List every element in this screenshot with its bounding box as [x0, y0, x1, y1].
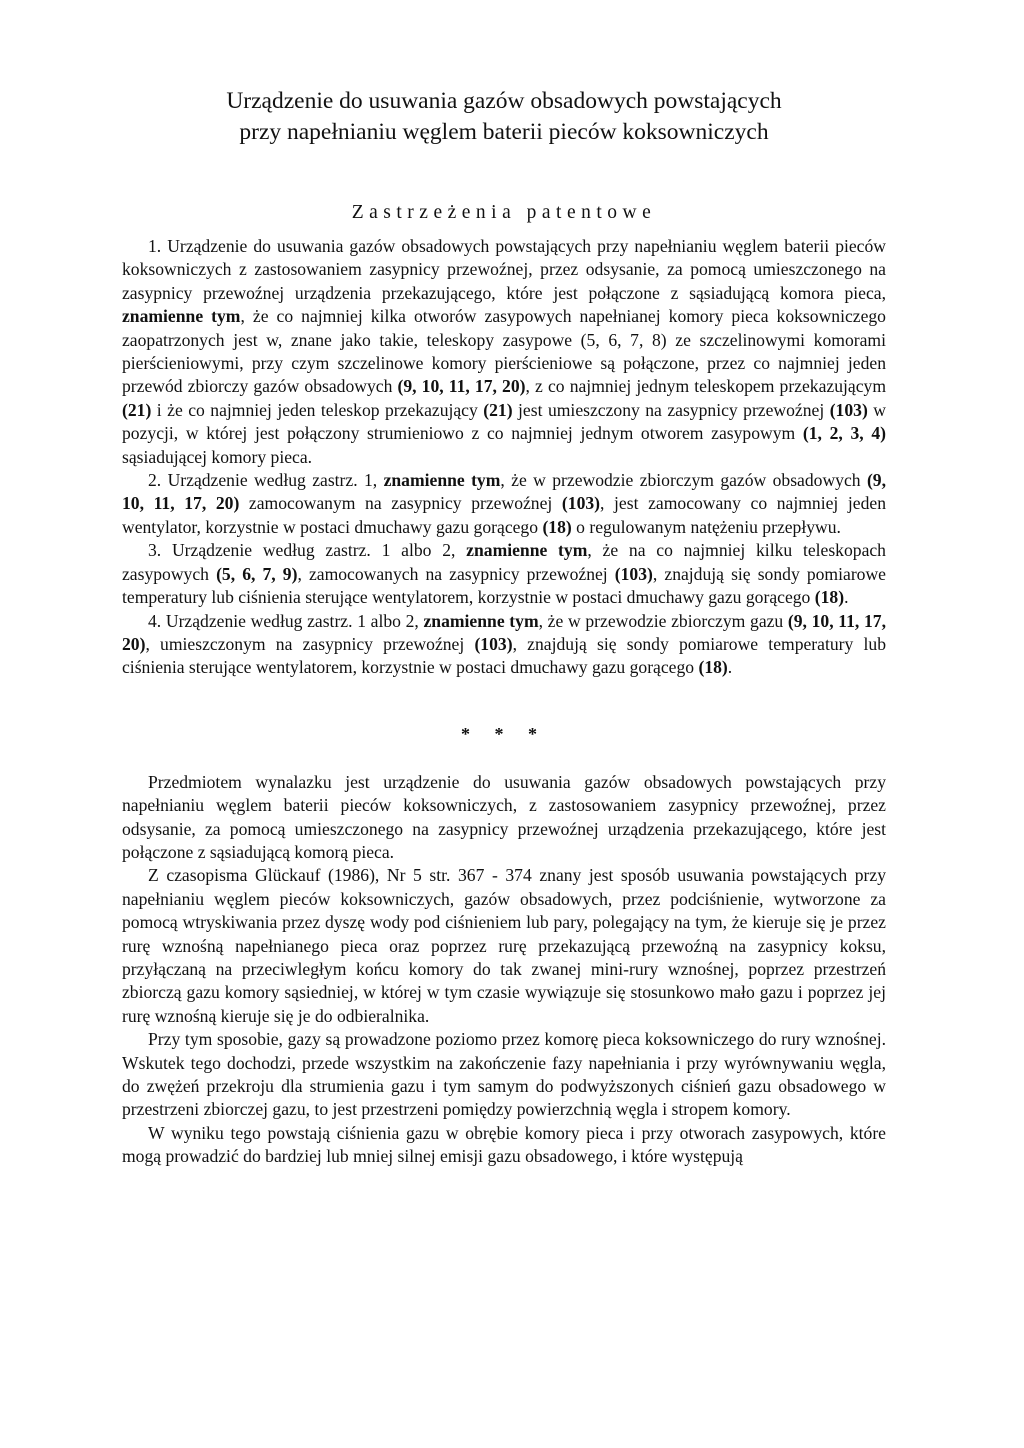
claim-text: . — [844, 587, 849, 608]
claim-emphasis: (103) — [561, 493, 601, 514]
claim-text: jest umieszczony na zasypnicy przewoźnej — [512, 399, 830, 420]
claim-text: 2. Urządzenie według zastrz. 1, — [148, 470, 384, 491]
claim-text: w pozycji, w której jest połączony strumieniowo z co najmniej jednym otworem zasypowym — [122, 399, 886, 444]
claim-emphasis: (5, 6, 7, 9) — [216, 563, 298, 584]
description-paragraph: Przedmiotem wynalazku jest urządzenie do usuwania gazów obsadowych powstających przy napełnianiu węglem baterii pieców koksowniczych, z zastosowaniem zasypnicy przewoźnej, przez odsysanie, za pomocą umieszczonego na zasypnicy przewoźnej urządzenia przekazującego, które jest połączone z sąsiadującą komorą pieca. — [122, 771, 886, 862]
claim-text: 1. Urządzenie do usuwania gazów obsadowych powstających przy napełnianiu węglem baterii pieców koksowniczych z zastosowaniem zasypnicy przewoźnej, przez odsysanie, za pomocą umieszczonego na zasypnicy przewoźnej urządzenia przekazującego, które jest połączone z sąsiadującą komora pieca, — [122, 236, 886, 303]
claim-emphasis: znamienne tym — [466, 540, 588, 561]
claim-text: 4. Urządzenie według zastrz. 1 albo 2, — [148, 610, 424, 631]
document-title — [122, 86, 886, 148]
section-separator: * * * — [461, 723, 547, 744]
claim-emphasis: (9, 10, 11, 17, 20) — [122, 610, 886, 654]
claim-text: i że co najmniej jeden teleskop przekazujący — [151, 399, 484, 420]
claim-emphasis: (103) — [614, 563, 653, 584]
description-paragraph: W wyniku tego powstają ciśnienia gazu w obrębie komory pieca i przy otworach zasypowych, które mogą prowadzić do bardziej lub mniej silnej emisji gazu obsadowego, i które występują — [122, 1122, 886, 1167]
claim-emphasis: (18) — [698, 657, 728, 678]
claims-section — [122, 235, 886, 680]
claim-emphasis: (103) — [474, 633, 513, 654]
claim-emphasis: znamienne tym — [383, 470, 501, 491]
claim-emphasis: znamienne tym — [423, 610, 539, 631]
claim-2 — [122, 469, 886, 539]
title-line-1: Urządzenie do usuwania gazów obsadowych powstających — [226, 88, 782, 114]
claim-text: , z co najmniej jednym teleskopem przekazującym — [525, 376, 886, 397]
claim-emphasis: znamienne tym — [122, 306, 241, 327]
claim-4 — [122, 610, 886, 680]
claim-text: , że na co najmniej kilku teleskopach zasypowych — [122, 540, 886, 584]
claim-text: , umieszczonym na zasypnicy przewoźnej — [145, 633, 475, 654]
description-section — [122, 771, 886, 1169]
claim-text: 3. Urządzenie według zastrz. 1 albo 2, — [148, 540, 467, 561]
description-paragraph: Z czasopisma Glückauf (1986), Nr 5 str. 367 - 374 znany jest sposób usuwania powstających przy napełnianiu węglem pieców koksowniczych, gazów obsadowych, przez podciśnienie, wytworzone za pomocą wtryskiwania przez dyszę wody pod ciśnieniem lub pary, polegający na tym, że kieruje się je przez rurę wznośną napełnianego pieca oraz poprzez rurę przekazującą przewoźną na zasypnicy koksu, przyłączaną na przeciwległym końcu komory do tak zwanej mini-rury wznośnej, poprzez przestrzeń zbiorczą gazu komory sąsiedniej, w której w tym czasie wywiązuje się stosunkowo mało gazu i poprzez jej rurę wznośną kieruje się je do odbieralnika. — [122, 865, 886, 1026]
claim-text: , zamocowanych na zasypnicy przewoźnej — [297, 563, 615, 584]
claim-text: , znajdują się sondy pomiarowe temperatury lub ciśnienia sterujące wentylatorem, korzystnie w postaci dmuchawy gazu gorącego — [122, 563, 886, 608]
claim-emphasis: (1, 2, 3, 4) — [802, 423, 887, 444]
title-line-2: przy napełnianiu węglem baterii pieców koksowniczych — [239, 119, 769, 145]
claim-text: , że w przewodzie zbiorczym gazu — [538, 610, 788, 631]
claim-emphasis: (21) — [483, 399, 513, 420]
claim-emphasis: (18) — [542, 516, 572, 537]
description-paragraph: Przy tym sposobie, gazy są prowadzone poziomo przez komorę pieca koksowniczego do rury wznośnej. Wskutek tego dochodzi, przede wszystkim na zakończenie fazy napełniania i przy wyrównywaniu węgla, do zwężeń przekroju dla strumienia gazu i tym samym do podwyższonych ciśnień gazu obsadowego w przestrzeni zbiorczej gazu, to jest przestrzeni pomiędzy powierzchnią węgla i stropem komory. — [122, 1029, 886, 1120]
document-page — [122, 86, 886, 1169]
claim-text: , znajdują się sondy pomiarowe temperatury lub ciśnienia sterujące wentylatorem, korzystnie w postaci dmuchawy gazu gorącego — [122, 633, 886, 678]
claim-text: , że w przewodzie zbiorczym gazów obsadowych — [500, 470, 867, 491]
claims-heading: Zastrzeżenia patentowe — [351, 202, 657, 223]
claim-text: , jest zamocowany co najmniej jeden wentylator, korzystnie w postaci dmuchawy gazu gorącego — [122, 493, 887, 537]
claim-text: o regulowanym natężeniu przepływu. — [571, 516, 841, 537]
claim-emphasis: (18) — [814, 587, 845, 608]
claim-emphasis: (21) — [122, 399, 152, 420]
claim-text: , że co najmniej kilka otworów zasypowych napełnianej komory pieca koksowniczego zaopatrzonych jest w, znane jako takie, teleskopy zasypowe (5, 6, 7, 8) ze szczelinowymi komorami pierścieniowymi, przy czym szczelinowe komory pierścieniowe są połączone, przez co najmniej jeden przewód zbiorczy gazów obsadowych — [122, 306, 886, 397]
claim-emphasis: (103) — [829, 399, 868, 420]
claim-emphasis: (9, 10, 11, 17, 20) — [122, 470, 886, 514]
claim-text: . — [727, 657, 733, 678]
claim-emphasis: (9, 10, 11, 17, 20) — [397, 376, 526, 397]
claim-text: sąsiadującej komory pieca. — [122, 446, 313, 467]
claim-text: zamocowanym na zasypnicy przewoźnej — [239, 493, 562, 514]
claim-3 — [122, 539, 886, 609]
claim-1 — [122, 235, 886, 469]
